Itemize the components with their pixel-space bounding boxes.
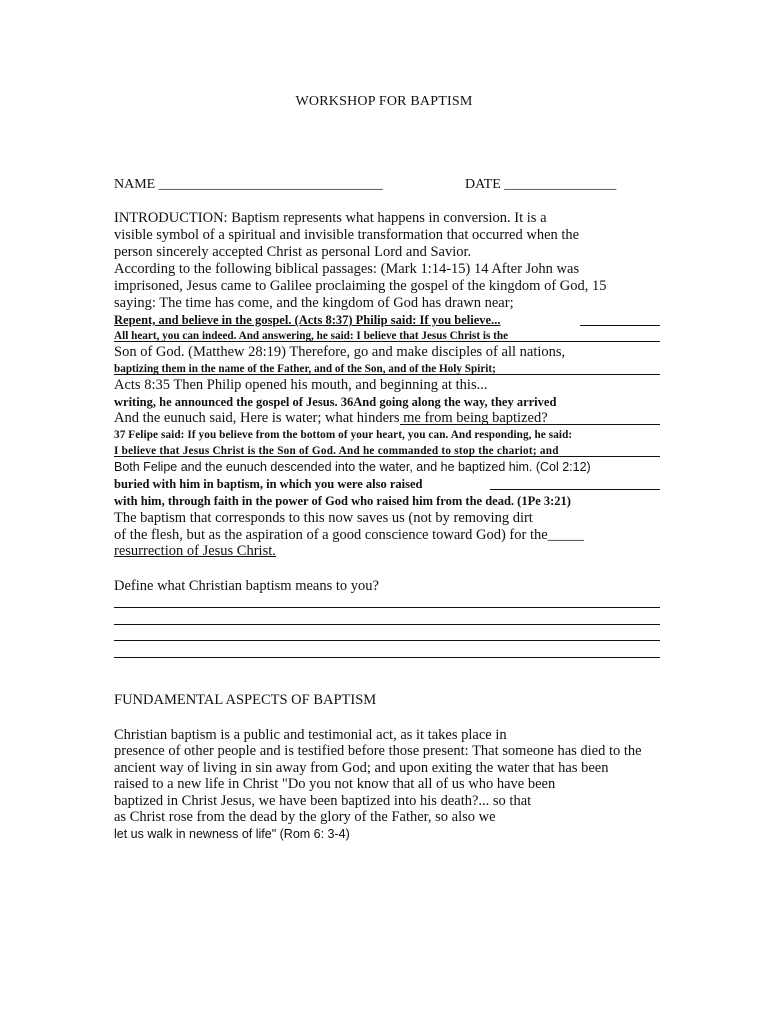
section-heading: FUNDAMENTAL ASPECTS OF BAPTISM [114, 692, 377, 708]
intro-line: baptizing them in the name of the Father, and of the Son, and of the Holy Spirit; [114, 363, 496, 375]
name-field[interactable]: NAME ________________________________ [114, 177, 383, 192]
intro-line: saying: The time has come, and the kingdom of God has drawn near; [114, 295, 514, 311]
intro-line: Acts 8:35 Then Philip opened his mouth, and beginning at this... [114, 377, 488, 393]
aspects-line: baptized in Christ Jesus, we have been baptized into his death?... so that [114, 793, 532, 809]
aspects-line: ancient way of living in sin away from God; and upon exiting the water that has been [114, 760, 609, 776]
aspects-line: Christian baptism is a public and testimonial act, as it takes place in [114, 727, 507, 743]
answer-blank[interactable] [490, 489, 660, 490]
intro-line: visible symbol of a spiritual and invisible transformation that occurred when the [114, 227, 580, 243]
answer-blank[interactable] [400, 424, 660, 425]
intro-line: INTRODUCTION: Baptism represents what happens in conversion. It is a [114, 210, 547, 226]
aspects-line: presence of other people and is testified before those present: That someone has died to the [114, 743, 642, 759]
intro-line: Both Felipe and the eunuch descended into the water, and he baptized him. (Col 2:12) [114, 460, 591, 474]
answer-line[interactable] [114, 657, 660, 658]
intro-line: imprisoned, Jesus came to Galilee proclaiming the gospel of the kingdom of God, 15 [114, 278, 607, 294]
answer-line[interactable] [114, 607, 660, 608]
answer-blank[interactable] [114, 456, 660, 457]
question-text: Define what Christian baptism means to you? [114, 578, 379, 594]
intro-line: All heart, you can indeed. And answering, he said: I believe that Jesus Christ is the [114, 330, 509, 342]
intro-line: The baptism that corresponds to this now saves us (not by removing dirt [114, 510, 533, 526]
intro-line: of the flesh, but as the aspiration of a good conscience toward God) for the_____ [114, 527, 584, 543]
intro-line: Son of God. (Matthew 28:19) Therefore, go and make disciples of all nations, [114, 344, 566, 360]
aspects-line: raised to a new life in Christ "Do you not know that all of us who have been [114, 776, 556, 792]
aspects-line: as Christ rose from the dead by the glory of the Father, so also we [114, 809, 496, 825]
intro-line: with him, through faith in the power of God who raised him from the dead. (1Pe 3:21) [114, 494, 571, 508]
intro-line: I believe that Jesus Christ is the Son of God. And he commanded to stop the chariot; and [114, 445, 559, 457]
intro-line: resurrection of Jesus Christ. [114, 543, 276, 559]
answer-blank[interactable] [114, 341, 660, 342]
answer-blank[interactable] [580, 325, 660, 326]
intro-line: 37 Felipe said: If you believe from the bottom of your heart, you can. And responding, he said: [114, 429, 573, 441]
intro-line: According to the following biblical passages: (Mark 1:14-15) 14 After John was [114, 261, 580, 277]
intro-line: buried with him in baptism, in which you were also raised [114, 477, 423, 491]
intro-line: person sincerely accepted Christ as personal Lord and Savior. [114, 244, 472, 260]
page-title: WORKSHOP FOR BAPTISM [295, 94, 473, 109]
answer-line[interactable] [114, 624, 660, 625]
aspects-line: let us walk in newness of life" (Rom 6: 3-4) [114, 827, 350, 841]
date-field[interactable]: DATE ________________ [465, 177, 617, 192]
intro-line: And the eunuch said, Here is water; what hinders me from being baptized? [114, 410, 548, 426]
intro-line: Repent, and believe in the gospel. (Acts 8:37) Philip said: If you believe... [114, 313, 501, 327]
answer-blank[interactable] [114, 374, 660, 375]
intro-line: writing, he announced the gospel of Jesus. 36And going along the way, they arrived [114, 395, 557, 409]
answer-line[interactable] [114, 640, 660, 641]
